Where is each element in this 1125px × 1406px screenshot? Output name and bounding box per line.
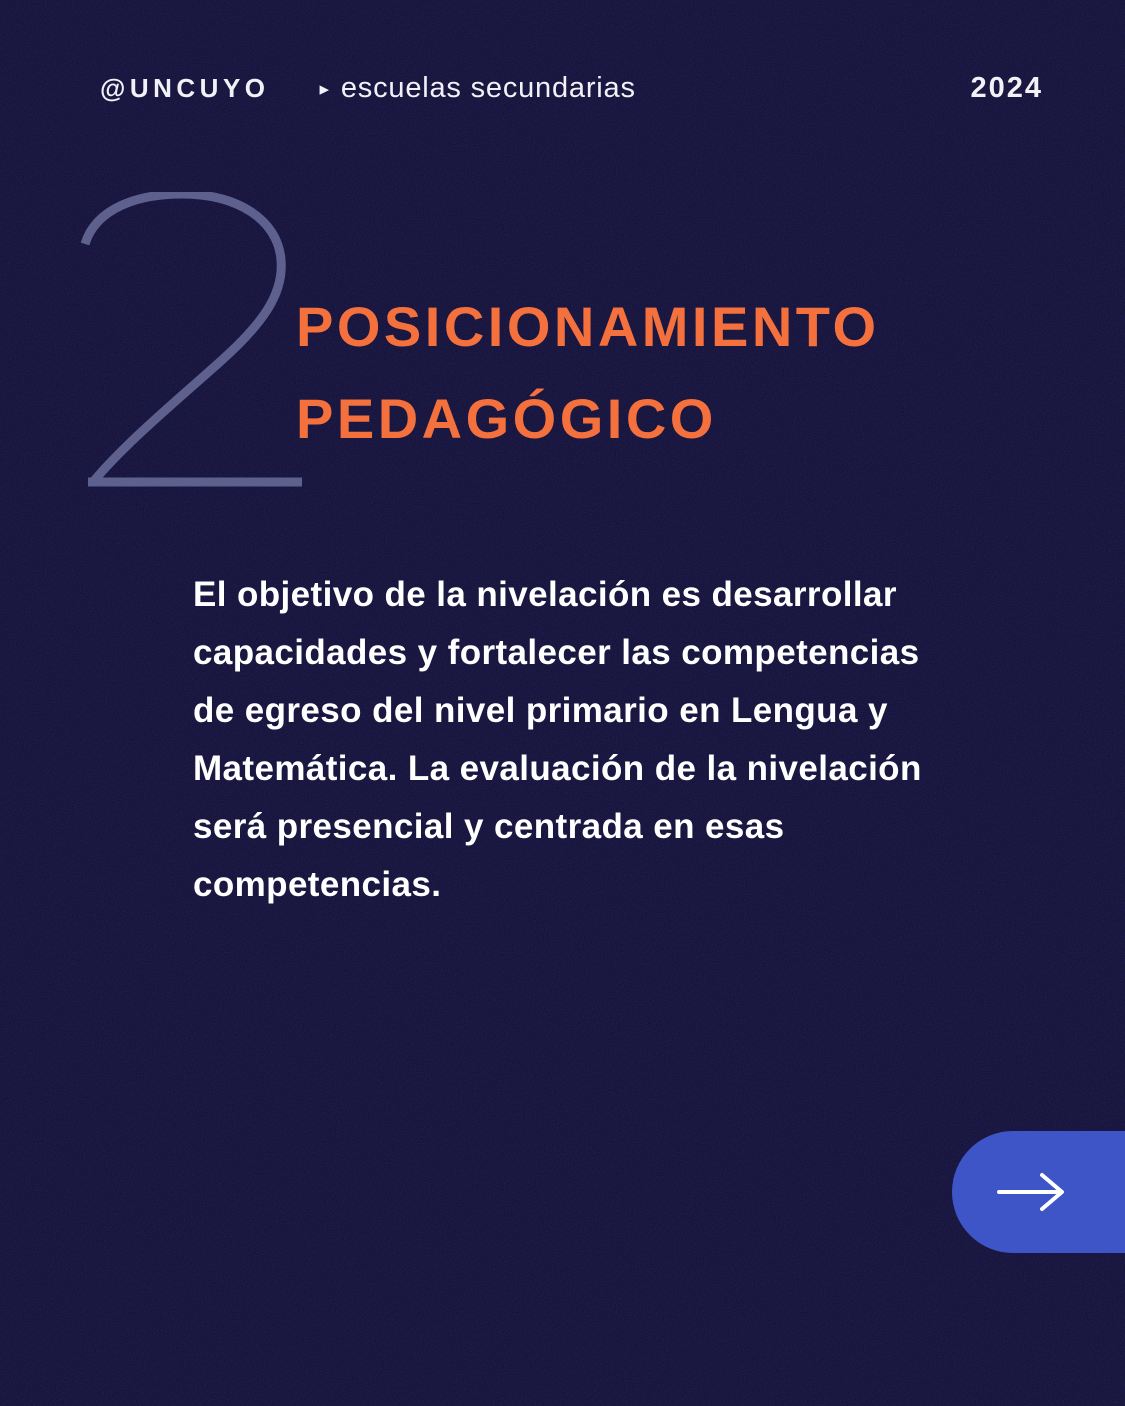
triangle-bullet-icon: ▸ <box>319 79 330 100</box>
arrow-right-icon <box>996 1170 1076 1214</box>
page-title <box>296 281 880 465</box>
page-title-line-1: POSICIONAMIENTO <box>296 295 880 358</box>
section-label <box>320 72 636 105</box>
next-button[interactable] <box>952 1131 1125 1253</box>
year-label: 2024 <box>970 72 1043 104</box>
section-label-text: escuelas secundarias <box>340 72 636 104</box>
body-line: Matemática. La evaluación de la nivelación <box>193 749 922 788</box>
background-numeral-2 <box>80 192 310 492</box>
body-line: será presencial y centrada en esas <box>193 807 785 846</box>
brand-handle: @UNCUYO <box>100 73 270 103</box>
body-line: El objetivo de la nivelación es desarrollar <box>193 575 897 614</box>
body-paragraph <box>193 566 1073 914</box>
body-line: competencias. <box>193 865 442 904</box>
body-line: de egreso del nivel primario en Lengua y <box>193 691 888 730</box>
page-title-line-2: PEDAGÓGICO <box>296 387 717 450</box>
body-line: capacidades y fortalecer las competencias <box>193 633 920 672</box>
top-bar <box>100 72 1043 105</box>
